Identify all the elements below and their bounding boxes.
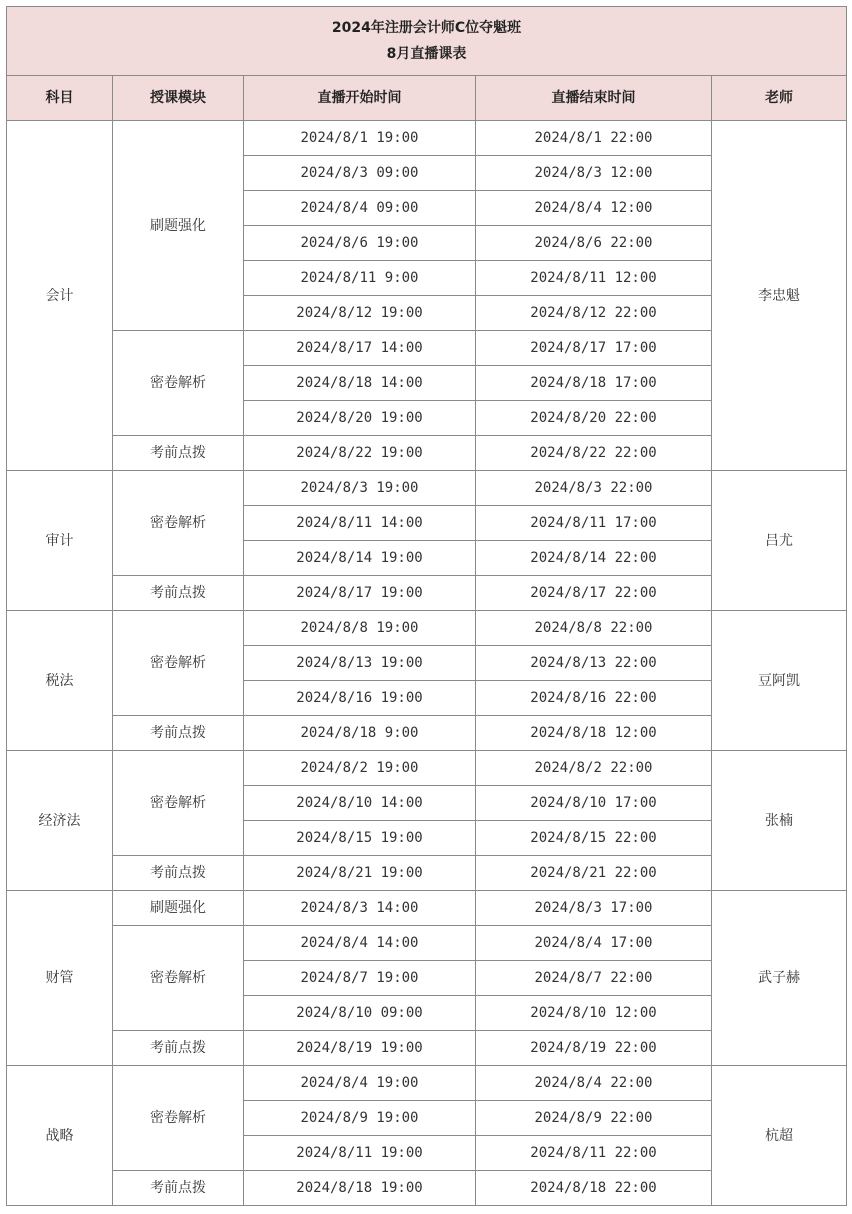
- end-time-cell: 2024/8/7 22:00: [476, 961, 712, 996]
- end-time-cell: 2024/8/20 22:00: [476, 401, 712, 436]
- teacher-cell: 武子赫: [712, 891, 847, 1066]
- subject-cell: 财管: [7, 891, 113, 1066]
- subject-cell: 审计: [7, 471, 113, 611]
- table-row: [7, 611, 847, 646]
- subject-cell: 经济法: [7, 751, 113, 891]
- end-time-cell: 2024/8/18 12:00: [476, 716, 712, 751]
- teacher-cell: 吕尤: [712, 471, 847, 611]
- module-cell: 密卷解析: [113, 926, 244, 1031]
- end-time-cell: 2024/8/16 22:00: [476, 681, 712, 716]
- start-time-cell: 2024/8/3 09:00: [244, 156, 476, 191]
- start-time-cell: 2024/8/14 19:00: [244, 541, 476, 576]
- end-time-cell: 2024/8/18 17:00: [476, 366, 712, 401]
- end-time-cell: 2024/8/4 22:00: [476, 1066, 712, 1101]
- header-teacher: 老师: [712, 76, 847, 121]
- end-time-cell: 2024/8/6 22:00: [476, 226, 712, 261]
- start-time-cell: 2024/8/22 19:00: [244, 436, 476, 471]
- end-time-cell: 2024/8/10 12:00: [476, 996, 712, 1031]
- end-time-cell: 2024/8/8 22:00: [476, 611, 712, 646]
- start-time-cell: 2024/8/10 14:00: [244, 786, 476, 821]
- start-time-cell: 2024/8/18 14:00: [244, 366, 476, 401]
- start-time-cell: 2024/8/11 9:00: [244, 261, 476, 296]
- start-time-cell: 2024/8/4 14:00: [244, 926, 476, 961]
- start-time-cell: 2024/8/16 19:00: [244, 681, 476, 716]
- end-time-cell: 2024/8/17 17:00: [476, 331, 712, 366]
- end-time-cell: 2024/8/3 22:00: [476, 471, 712, 506]
- end-time-cell: 2024/8/4 17:00: [476, 926, 712, 961]
- module-cell: 考前点拨: [113, 716, 244, 751]
- end-time-cell: 2024/8/21 22:00: [476, 856, 712, 891]
- table-row: [7, 891, 847, 926]
- end-time-cell: 2024/8/12 22:00: [476, 296, 712, 331]
- table-row: [7, 1066, 847, 1101]
- end-time-cell: 2024/8/10 17:00: [476, 786, 712, 821]
- teacher-cell: 李忠魁: [712, 121, 847, 471]
- module-cell: 密卷解析: [113, 331, 244, 436]
- header-module: 授课模块: [113, 76, 244, 121]
- header-row: [7, 76, 847, 121]
- end-time-cell: 2024/8/1 22:00: [476, 121, 712, 156]
- schedule-table: [6, 6, 847, 1206]
- start-time-cell: 2024/8/15 19:00: [244, 821, 476, 856]
- end-time-cell: 2024/8/3 17:00: [476, 891, 712, 926]
- start-time-cell: 2024/8/17 19:00: [244, 576, 476, 611]
- start-time-cell: 2024/8/18 9:00: [244, 716, 476, 751]
- module-cell: 刷题强化: [113, 891, 244, 926]
- end-time-cell: 2024/8/9 22:00: [476, 1101, 712, 1136]
- end-time-cell: 2024/8/11 12:00: [476, 261, 712, 296]
- end-time-cell: 2024/8/2 22:00: [476, 751, 712, 786]
- table-row: [7, 471, 847, 506]
- end-time-cell: 2024/8/3 12:00: [476, 156, 712, 191]
- start-time-cell: 2024/8/1 19:00: [244, 121, 476, 156]
- start-time-cell: 2024/8/2 19:00: [244, 751, 476, 786]
- table-title: [7, 7, 847, 76]
- start-time-cell: 2024/8/13 19:00: [244, 646, 476, 681]
- table-row: [7, 751, 847, 786]
- start-time-cell: 2024/8/10 09:00: [244, 996, 476, 1031]
- start-time-cell: 2024/8/3 19:00: [244, 471, 476, 506]
- end-time-cell: 2024/8/19 22:00: [476, 1031, 712, 1066]
- end-time-cell: 2024/8/17 22:00: [476, 576, 712, 611]
- teacher-cell: 杭超: [712, 1066, 847, 1206]
- module-cell: 考前点拨: [113, 1031, 244, 1066]
- module-cell: 考前点拨: [113, 1171, 244, 1206]
- title-row: [7, 7, 847, 76]
- start-time-cell: 2024/8/18 19:00: [244, 1171, 476, 1206]
- table-row: [7, 121, 847, 156]
- module-cell: 密卷解析: [113, 471, 244, 576]
- start-time-cell: 2024/8/6 19:00: [244, 226, 476, 261]
- module-cell: 刷题强化: [113, 121, 244, 331]
- title-line-2: 8月直播课表: [386, 46, 467, 62]
- end-time-cell: 2024/8/22 22:00: [476, 436, 712, 471]
- start-time-cell: 2024/8/3 14:00: [244, 891, 476, 926]
- start-time-cell: 2024/8/4 09:00: [244, 191, 476, 226]
- subject-cell: 税法: [7, 611, 113, 751]
- start-time-cell: 2024/8/20 19:00: [244, 401, 476, 436]
- subject-cell: 战略: [7, 1066, 113, 1206]
- end-time-cell: 2024/8/18 22:00: [476, 1171, 712, 1206]
- start-time-cell: 2024/8/4 19:00: [244, 1066, 476, 1101]
- end-time-cell: 2024/8/11 17:00: [476, 506, 712, 541]
- end-time-cell: 2024/8/11 22:00: [476, 1136, 712, 1171]
- teacher-cell: 张楠: [712, 751, 847, 891]
- start-time-cell: 2024/8/8 19:00: [244, 611, 476, 646]
- schedule-body: [7, 7, 847, 1206]
- header-subject: 科目: [7, 76, 113, 121]
- start-time-cell: 2024/8/9 19:00: [244, 1101, 476, 1136]
- module-cell: 密卷解析: [113, 751, 244, 856]
- end-time-cell: 2024/8/14 22:00: [476, 541, 712, 576]
- start-time-cell: 2024/8/21 19:00: [244, 856, 476, 891]
- module-cell: 密卷解析: [113, 611, 244, 716]
- end-time-cell: 2024/8/13 22:00: [476, 646, 712, 681]
- module-cell: 考前点拨: [113, 436, 244, 471]
- teacher-cell: 豆阿凯: [712, 611, 847, 751]
- header-start-time: 直播开始时间: [244, 76, 476, 121]
- start-time-cell: 2024/8/17 14:00: [244, 331, 476, 366]
- module-cell: 考前点拨: [113, 856, 244, 891]
- start-time-cell: 2024/8/7 19:00: [244, 961, 476, 996]
- title-line-1: 2024年注册会计师C位夺魁班: [331, 20, 522, 36]
- start-time-cell: 2024/8/11 19:00: [244, 1136, 476, 1171]
- module-cell: 考前点拨: [113, 576, 244, 611]
- header-end-time: 直播结束时间: [476, 76, 712, 121]
- start-time-cell: 2024/8/12 19:00: [244, 296, 476, 331]
- subject-cell: 会计: [7, 121, 113, 471]
- end-time-cell: 2024/8/4 12:00: [476, 191, 712, 226]
- start-time-cell: 2024/8/19 19:00: [244, 1031, 476, 1066]
- end-time-cell: 2024/8/15 22:00: [476, 821, 712, 856]
- start-time-cell: 2024/8/11 14:00: [244, 506, 476, 541]
- module-cell: 密卷解析: [113, 1066, 244, 1171]
